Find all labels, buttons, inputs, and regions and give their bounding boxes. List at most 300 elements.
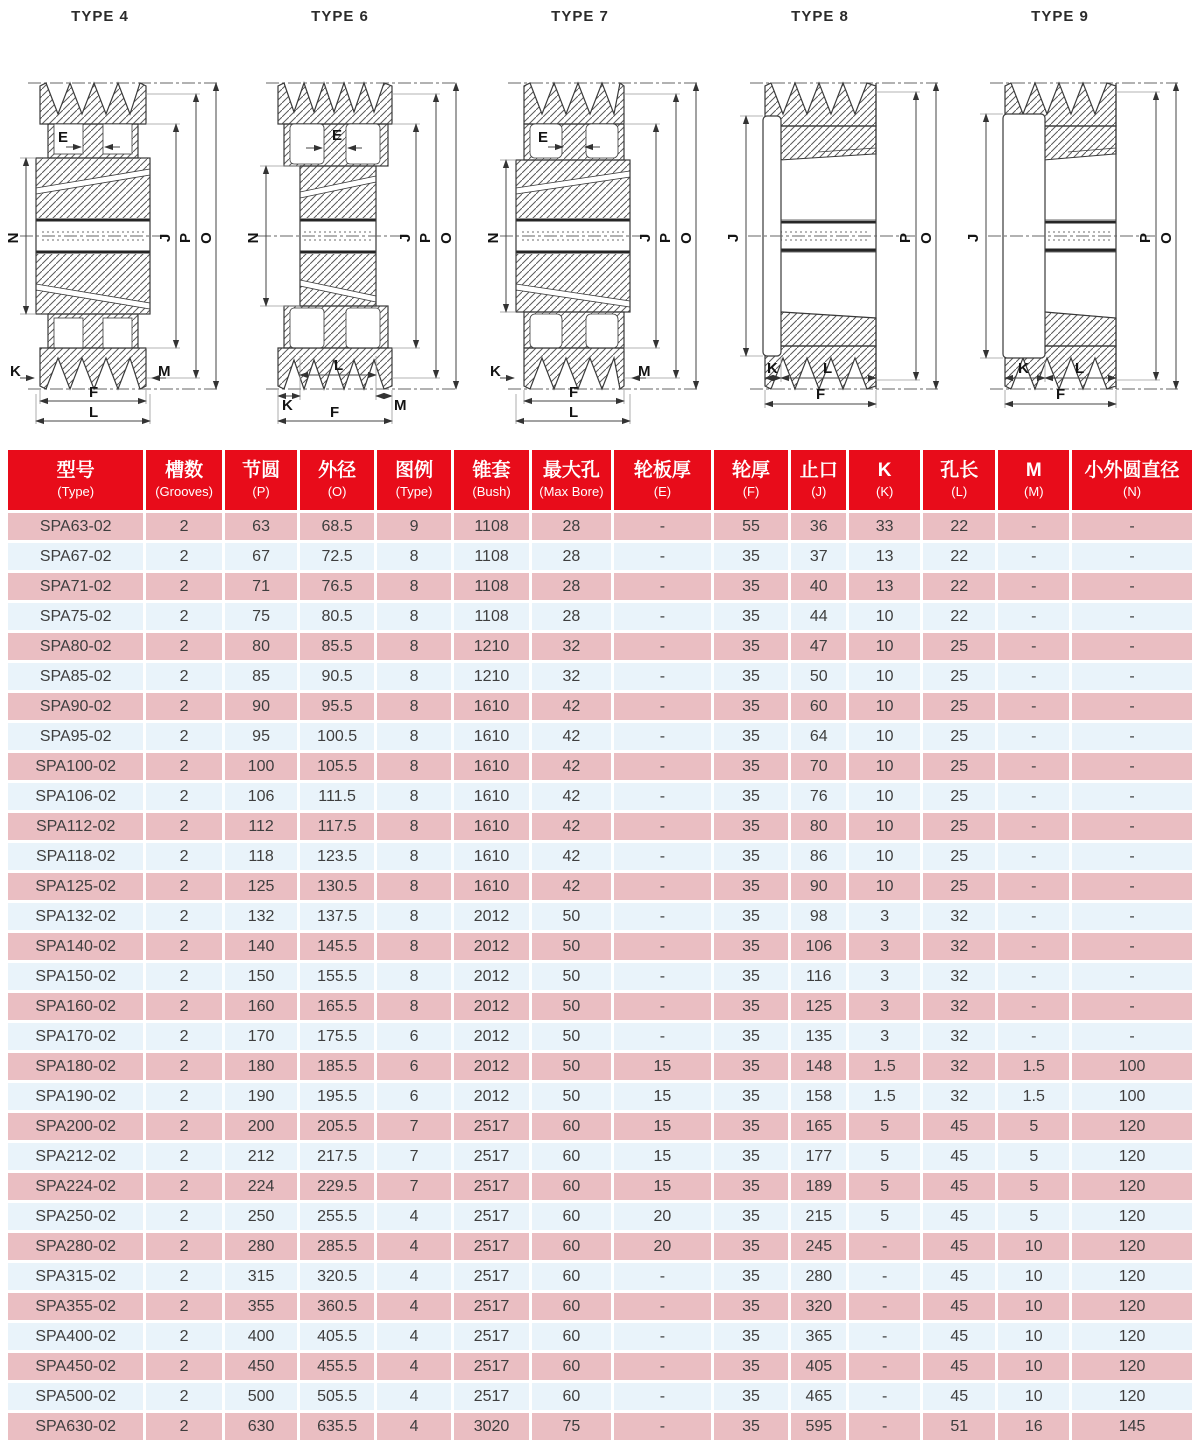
cell: 2 (146, 1053, 221, 1080)
cell: 8 (377, 633, 451, 660)
cell: - (1072, 903, 1192, 930)
cell: - (614, 543, 711, 570)
cell: - (614, 993, 711, 1020)
table-header-row (8, 450, 1192, 510)
cell: 95.5 (300, 693, 374, 720)
dim-label-n: N (5, 232, 22, 244)
cell: 500 (225, 1383, 298, 1410)
cell: 155.5 (300, 963, 374, 990)
cell: 1108 (454, 603, 528, 630)
dim-label-f: F (89, 384, 99, 401)
cell: - (614, 933, 711, 960)
cell: 217.5 (300, 1143, 374, 1170)
cell: 1610 (454, 783, 528, 810)
cell: 35 (714, 1383, 788, 1410)
column-header-en: (Max Bore) (539, 484, 604, 499)
cell: 28 (532, 603, 611, 630)
cell: SPA67-02 (8, 543, 143, 570)
cell: 10 (998, 1353, 1069, 1380)
cell: 2 (146, 1293, 221, 1320)
cell: 2517 (454, 1353, 528, 1380)
type4-cross-section (0, 26, 240, 446)
cell: 120 (1072, 1143, 1192, 1170)
cell: 148 (791, 1053, 846, 1080)
cell: 35 (714, 843, 788, 870)
cell: 2517 (454, 1173, 528, 1200)
dim-label-f: F (816, 386, 826, 403)
cell: 160 (225, 993, 298, 1020)
cell: 100 (1072, 1083, 1192, 1110)
cell: SPA190-02 (8, 1083, 143, 1110)
cell: 2 (146, 723, 221, 750)
column-header-13 (998, 450, 1069, 510)
dim-label-j: J (637, 233, 654, 243)
cell: 465 (791, 1383, 846, 1410)
cell: SPA75-02 (8, 603, 143, 630)
column-header-8 (614, 450, 711, 510)
cell: 2 (146, 1353, 221, 1380)
cell: 2 (146, 1383, 221, 1410)
cell: 35 (714, 603, 788, 630)
cell: 158 (791, 1083, 846, 1110)
cell: 185.5 (300, 1053, 374, 1080)
cell: 250 (225, 1203, 298, 1230)
cell: 595 (791, 1413, 846, 1440)
table-row-SPA63-02 (8, 513, 1192, 540)
cell: 85 (225, 663, 298, 690)
cell: - (1072, 513, 1192, 540)
cell: 4 (377, 1233, 451, 1260)
table-row-SPA630-02 (8, 1413, 1192, 1440)
cell: - (998, 963, 1069, 990)
cell: 9 (377, 513, 451, 540)
cell: 35 (714, 573, 788, 600)
column-header-cn: K (877, 460, 892, 481)
cell: 6 (377, 1053, 451, 1080)
cell: 170 (225, 1023, 298, 1050)
dim-label-l: L (569, 404, 579, 421)
cell: SPA125-02 (8, 873, 143, 900)
dim-label-l: L (1075, 360, 1085, 377)
cell: 33 (849, 513, 920, 540)
cell: 5 (998, 1143, 1069, 1170)
cell: 60 (532, 1323, 611, 1350)
dim-label-j: J (397, 233, 414, 243)
column-header-9 (714, 450, 788, 510)
cell: 63 (225, 513, 298, 540)
cell: - (614, 843, 711, 870)
cell: - (1072, 663, 1192, 690)
cell: 100.5 (300, 723, 374, 750)
cell: 22 (923, 543, 996, 570)
table-row-SPA125-02 (8, 873, 1192, 900)
cell: 45 (923, 1233, 996, 1260)
cell: 5 (998, 1203, 1069, 1230)
cell: 36 (791, 513, 846, 540)
cell: 1108 (454, 513, 528, 540)
column-header-en: (Type) (57, 484, 95, 499)
cell: 90 (225, 693, 298, 720)
cell: 60 (532, 1383, 611, 1410)
cell: 4 (377, 1323, 451, 1350)
cell: 45 (923, 1293, 996, 1320)
cell: 2 (146, 1263, 221, 1290)
cell: 13 (849, 573, 920, 600)
cell: 145 (1072, 1413, 1192, 1440)
cell: 175.5 (300, 1023, 374, 1050)
cell: 8 (377, 963, 451, 990)
cell: 45 (923, 1203, 996, 1230)
cell: - (1072, 963, 1192, 990)
cell: 2012 (454, 993, 528, 1020)
cell: 112 (225, 813, 298, 840)
cell: - (998, 903, 1069, 930)
column-header-en: (M) (1024, 484, 1044, 499)
dim-label-l: L (89, 404, 99, 421)
cell: 35 (714, 1233, 788, 1260)
dim-label-o: O (678, 232, 695, 244)
cell: - (614, 903, 711, 930)
cell: 10 (998, 1323, 1069, 1350)
cell: 120 (1072, 1113, 1192, 1140)
cell: 2012 (454, 963, 528, 990)
cell: 25 (923, 723, 996, 750)
cell: 3 (849, 903, 920, 930)
table-row-SPA315-02 (8, 1263, 1192, 1290)
cell: 10 (998, 1263, 1069, 1290)
dim-label-m: M (394, 397, 407, 414)
cell: 1610 (454, 693, 528, 720)
cell: 100 (225, 753, 298, 780)
cell: 5 (849, 1203, 920, 1230)
table-row-SPA67-02 (8, 543, 1192, 570)
cell: 10 (849, 663, 920, 690)
cell: 2 (146, 573, 221, 600)
cell: 60 (532, 1113, 611, 1140)
cell: 16 (998, 1413, 1069, 1440)
table-row-SPA400-02 (8, 1323, 1192, 1350)
spec-table (8, 450, 1192, 1440)
cell: - (998, 723, 1069, 750)
cell: 35 (714, 663, 788, 690)
cell: 32 (923, 963, 996, 990)
column-header-14 (1072, 450, 1192, 510)
table-row-SPA85-02 (8, 663, 1192, 690)
cell: 28 (532, 513, 611, 540)
cell: SPA355-02 (8, 1293, 143, 1320)
cell: 60 (532, 1263, 611, 1290)
cell: 20 (614, 1233, 711, 1260)
cell: 5 (998, 1173, 1069, 1200)
cell: 45 (923, 1263, 996, 1290)
cell: 45 (923, 1143, 996, 1170)
cell: 165 (791, 1113, 846, 1140)
column-header-en: (Type) (395, 484, 433, 499)
cell: 4 (377, 1413, 451, 1440)
cell: 6 (377, 1083, 451, 1110)
table-row-SPA112-02 (8, 813, 1192, 840)
cell: 32 (923, 1083, 996, 1110)
table-row-SPA75-02 (8, 603, 1192, 630)
dim-label-k: K (490, 363, 501, 380)
cell: 37 (791, 543, 846, 570)
table-row-SPA200-02 (8, 1113, 1192, 1140)
dim-label-k: K (1018, 360, 1029, 377)
cell: 2 (146, 633, 221, 660)
cell: 45 (923, 1173, 996, 1200)
cell: 120 (1072, 1173, 1192, 1200)
cell: 35 (714, 1143, 788, 1170)
table-body (8, 513, 1192, 1440)
column-header-cn: M (1025, 460, 1042, 481)
cell: 35 (714, 1263, 788, 1290)
cell: 5 (849, 1113, 920, 1140)
cell: 8 (377, 813, 451, 840)
cell: 35 (714, 963, 788, 990)
cell: 50 (532, 993, 611, 1020)
cell: 22 (923, 513, 996, 540)
cell: SPA106-02 (8, 783, 143, 810)
cell: 2517 (454, 1203, 528, 1230)
cell: - (998, 843, 1069, 870)
cell: 405.5 (300, 1323, 374, 1350)
cell: 2012 (454, 903, 528, 930)
cell: 1.5 (849, 1083, 920, 1110)
cell: 10 (849, 723, 920, 750)
cell: - (998, 693, 1069, 720)
cell: 42 (532, 813, 611, 840)
dim-label-o: O (918, 232, 935, 244)
cell: 60 (532, 1353, 611, 1380)
cell: 125 (225, 873, 298, 900)
cell: 3020 (454, 1413, 528, 1440)
cell: SPA85-02 (8, 663, 143, 690)
cell: SPA170-02 (8, 1023, 143, 1050)
cell: 22 (923, 573, 996, 600)
cell: 35 (714, 633, 788, 660)
column-header-cn: 轮厚 (731, 460, 770, 481)
type7-cross-section (480, 26, 720, 446)
cell: 8 (377, 903, 451, 930)
cell: - (1072, 933, 1192, 960)
column-header-5 (377, 450, 451, 510)
cell: - (998, 873, 1069, 900)
cell: 505.5 (300, 1383, 374, 1410)
diagram-type9 (960, 0, 1200, 448)
cell: 8 (377, 723, 451, 750)
table-row-SPA106-02 (8, 783, 1192, 810)
cell: SPA630-02 (8, 1413, 143, 1440)
dim-label-o: O (198, 232, 215, 244)
cell: SPA80-02 (8, 633, 143, 660)
cell: 76 (791, 783, 846, 810)
cell: 120 (1072, 1263, 1192, 1290)
cell: - (998, 513, 1069, 540)
dim-label-j: J (725, 233, 742, 243)
cell: 120 (1072, 1383, 1192, 1410)
cell: 3 (849, 993, 920, 1020)
diagram-type4 (0, 0, 240, 448)
cell: SPA160-02 (8, 993, 143, 1020)
table-row-SPA190-02 (8, 1083, 1192, 1110)
cell: - (998, 573, 1069, 600)
cell: - (614, 633, 711, 660)
diagram-type6 (240, 0, 480, 448)
cell: 44 (791, 603, 846, 630)
cell: 130.5 (300, 873, 374, 900)
cell: 80 (225, 633, 298, 660)
cell: 55 (714, 513, 788, 540)
cell: 10 (849, 753, 920, 780)
cell: SPA315-02 (8, 1263, 143, 1290)
cell: - (614, 573, 711, 600)
cell: 5 (998, 1113, 1069, 1140)
column-header-cn: 节圆 (242, 460, 281, 481)
cell: 60 (532, 1143, 611, 1170)
cell: - (614, 1023, 711, 1050)
cell: - (849, 1323, 920, 1350)
cell: 8 (377, 993, 451, 1020)
cell: 1210 (454, 633, 528, 660)
cell: 2 (146, 1323, 221, 1350)
cell: SPA112-02 (8, 813, 143, 840)
cell: 22 (923, 603, 996, 630)
cell: 10 (998, 1293, 1069, 1320)
dim-label-f: F (569, 384, 579, 401)
dim-label-f: F (1056, 386, 1066, 403)
dim-label-o: O (438, 232, 455, 244)
cell: - (614, 693, 711, 720)
cell: 6 (377, 1023, 451, 1050)
cell: 8 (377, 843, 451, 870)
cell: - (998, 993, 1069, 1020)
cell: 35 (714, 1083, 788, 1110)
cell: 2 (146, 603, 221, 630)
cell: 75 (532, 1413, 611, 1440)
cell: 64 (791, 723, 846, 750)
cell: 50 (532, 1083, 611, 1110)
cell: 120 (1072, 1353, 1192, 1380)
cell: SPA90-02 (8, 693, 143, 720)
dim-label-f: F (330, 404, 340, 421)
cell: 35 (714, 753, 788, 780)
cell: 67 (225, 543, 298, 570)
cell: 140 (225, 933, 298, 960)
cell: 8 (377, 603, 451, 630)
cell: SPA140-02 (8, 933, 143, 960)
cell: - (849, 1293, 920, 1320)
cell: SPA100-02 (8, 753, 143, 780)
cell: 50 (532, 1023, 611, 1050)
cell: 132 (225, 903, 298, 930)
pulley-diagrams-strip (0, 0, 1200, 448)
cell: 76.5 (300, 573, 374, 600)
dim-label-j: J (965, 233, 982, 243)
cell: 229.5 (300, 1173, 374, 1200)
dim-label-p: P (657, 232, 674, 244)
column-header-en: (Grooves) (155, 484, 213, 499)
table-row-SPA180-02 (8, 1053, 1192, 1080)
cell: 10 (849, 693, 920, 720)
cell: 28 (532, 573, 611, 600)
column-header-10 (791, 450, 846, 510)
cell: 2 (146, 1413, 221, 1440)
cell: 25 (923, 813, 996, 840)
cell: - (1072, 723, 1192, 750)
cell: 1610 (454, 723, 528, 750)
cell: SPA224-02 (8, 1173, 143, 1200)
table-row-SPA80-02 (8, 633, 1192, 660)
cell: - (1072, 603, 1192, 630)
column-header-en: (L) (951, 484, 968, 499)
cell: 215 (791, 1203, 846, 1230)
cell: 2 (146, 1233, 221, 1260)
cell: 32 (923, 993, 996, 1020)
cell: 35 (714, 1113, 788, 1140)
dim-label-p: P (897, 232, 914, 244)
cell: 8 (377, 663, 451, 690)
cell: 60 (532, 1203, 611, 1230)
cell: 2 (146, 1143, 221, 1170)
cell: 355 (225, 1293, 298, 1320)
dim-label-k: K (282, 397, 293, 414)
column-header-cn: 图例 (395, 460, 434, 481)
cell: 2 (146, 1203, 221, 1230)
table-row-SPA450-02 (8, 1353, 1192, 1380)
cell: 35 (714, 1323, 788, 1350)
cell: - (614, 1293, 711, 1320)
cell: SPA212-02 (8, 1143, 143, 1170)
cell: 7 (377, 1173, 451, 1200)
diagram-type8 (720, 0, 960, 448)
cell: 2 (146, 1113, 221, 1140)
cell: 118 (225, 843, 298, 870)
cell: 150 (225, 963, 298, 990)
cell: 35 (714, 813, 788, 840)
cell: 90 (791, 873, 846, 900)
column-header-en: (E) (653, 484, 672, 499)
cell: 1108 (454, 543, 528, 570)
table-row-SPA250-02 (8, 1203, 1192, 1230)
dim-label-l: L (823, 360, 833, 377)
cell: 45 (923, 1353, 996, 1380)
cell: 72.5 (300, 543, 374, 570)
cell: 195.5 (300, 1083, 374, 1110)
cell: 189 (791, 1173, 846, 1200)
column-header-cn: 外径 (318, 460, 357, 481)
cell: 35 (714, 993, 788, 1020)
column-header-en: (Bush) (472, 484, 511, 499)
cell: 4 (377, 1263, 451, 1290)
cell: 42 (532, 873, 611, 900)
cell: - (614, 513, 711, 540)
cell: 90.5 (300, 663, 374, 690)
cell: - (614, 873, 711, 900)
cell: 50 (532, 933, 611, 960)
cell: 1.5 (849, 1053, 920, 1080)
cell: SPA280-02 (8, 1233, 143, 1260)
cell: 86 (791, 843, 846, 870)
cell: 120 (1072, 1233, 1192, 1260)
cell: 35 (714, 543, 788, 570)
cell: 10 (849, 873, 920, 900)
cell: - (614, 813, 711, 840)
cell: 68.5 (300, 513, 374, 540)
cell: 106 (791, 933, 846, 960)
cell: 2 (146, 813, 221, 840)
cell: 3 (849, 1023, 920, 1050)
cell: 224 (225, 1173, 298, 1200)
